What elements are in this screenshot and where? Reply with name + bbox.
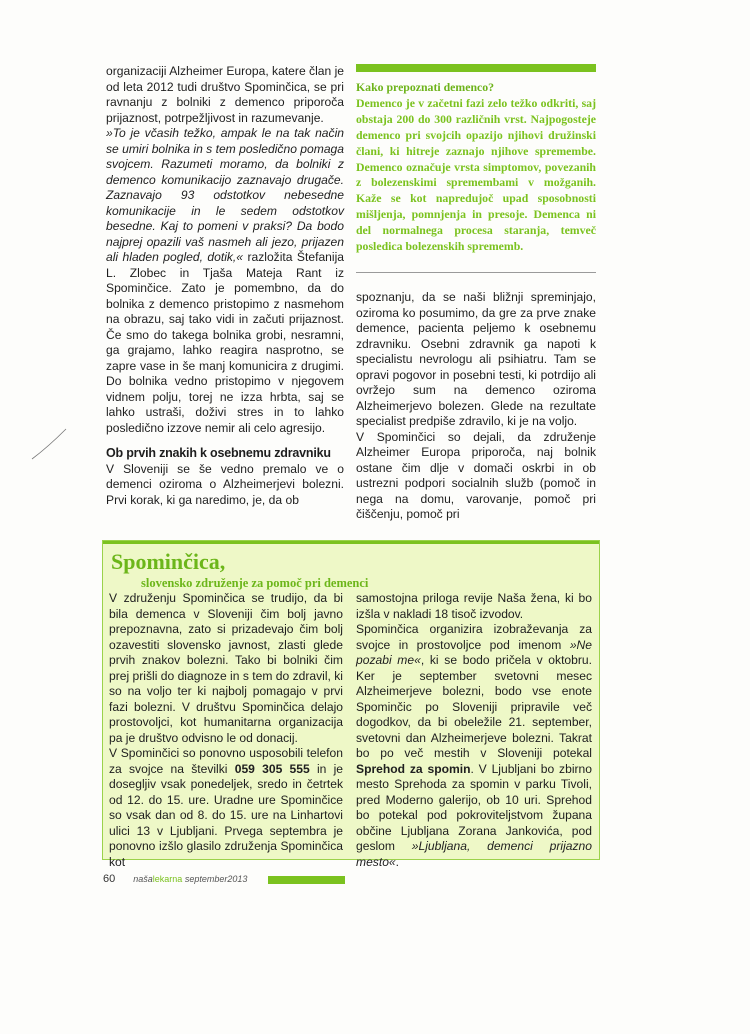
paragraph: organizaciji Alzheimer Europa, katere član je od leta 2012 tudi društvo Spominčica, se pri ravnanju z bolniki z demenco priporoča prijaznost, potrpežljivost in razumevanje. xyxy=(106,64,344,125)
callout-text: Demenco je v začetni fazi zelo težko odkriti, saj obstaja 200 do 300 različnih vrst. Najpogosteje demenco pri svojcih opazijo njihovi družinski člani, ki hitreje zaznajo njihove spremembe. Demenco označuje vrsta simptomov, povezanih z bolezenskimi spremembami v možganih. Kaže se kot napredujoč upad sposobnosti mišljenja, pomnjenja in presoje. Demenca ni del normalnega procesa staranja, temveč posledica bolezenskih sprememb. xyxy=(356,95,596,254)
info-box-title: Spominčica, xyxy=(111,549,226,574)
info-box-subtitle: slovensko združenje za pomoč pri demenci xyxy=(141,576,369,590)
text-run: . V Ljubljani bo zbirno mesto Sprehoda za spomin v parku Tivoli, pred Moderno galerijo, ob 10 uri. Sprehod bo potekal pod pokroviteljstvom župana občine Ljubljana Zorana Jankovića, pod geslom xyxy=(356,761,592,853)
info-box-column-left xyxy=(109,591,343,870)
paragraph xyxy=(356,622,592,870)
text-run: , ki se bodo pričela v oktobru. Ker je september svetovni mesec Alzheimerjeve bolezni, bodo vse enote Spominčic po Sloveniji pripravile več dogodkov, da bi obeležile 21. september, svetovni dan Alzheimerjeve bolezni. Takrat bo po več mestih v Sloveniji potekal xyxy=(356,653,592,760)
footer-accent-bar xyxy=(268,876,345,884)
issue-date: september2013 xyxy=(182,874,248,884)
magazine-issue xyxy=(133,874,247,884)
callout-accent-bar xyxy=(356,64,596,72)
page-footer xyxy=(103,873,247,885)
page-number: 60 xyxy=(103,873,116,885)
program-name: »Ne pozabi me« xyxy=(356,637,592,667)
info-box-accent-bar xyxy=(103,541,599,544)
quote-attribution: razložita Štefanija L. Zlobec in Tjaša Mateja Rant iz Spominčice. Zato je pomembno, da do bolnika z demenco pristopimo z nasmehom na obrazu, saj tako vidi in začuti prijaznost. Če smo do takega bolnika grobi, nesramni, ga grajamo, lahko reagira nasprotno, se zapre vase in še manj komunicira z drugimi. Do bolnika vedno pristopimo v njegovem vidnem polju, torej ne izza hrbta, saj se lahko ustraši, doživi stres in to lahko posledično izzove nemir ali celo agresijo. xyxy=(106,250,344,435)
pen-mark-decoration xyxy=(30,425,68,463)
callout-title: Kako prepoznati demenco? xyxy=(356,80,495,94)
section-subheading: Ob prvih znakih k osebnemu zdravniku xyxy=(106,446,331,460)
quote-paragraph xyxy=(106,126,344,436)
paragraph: V združenju Spominčica se trudijo, da bi bila demenca v Sloveniji čim bolj javno prepoznavna, zato si prizadevajo čim bolj ozavestiti slovensko javnost, zlasti glede prvih znakov bolezni. Tako bi bolniki čim prej prišli do diagnoze in s tem do zdravil, ki so na voljo ter ki najbolj pomagajo v prvi fazi bolezni. V društvu Spominčica delajo prostovoljci, kot humanitarna organizacija pa je društvo odvisno le od donacij. xyxy=(109,591,343,745)
callout-box xyxy=(356,80,596,255)
paragraph: spoznanju, da se naši bližnji spreminjajo, oziroma ko posumimo, da gre za prve znake demence, pacienta peljemo k osebnemu zdravniku. Osebni zdravnik ga napoti k specialistu nevrologu ali psihiatru. Tam se opravi pogovor in posebni testi, ki potrdijo ali ovržejo sum na demenco oziroma Alzheimerjevo bolezen. Glede na rezultate specialist predpiše zdravilo, ki je na voljo. xyxy=(356,290,596,428)
article-column-right xyxy=(356,290,596,523)
paragraph: samostojna priloga revije Naša žena, ki bo izšla v nakladi 18 tisoč izvodov. xyxy=(356,591,592,621)
magazine-name-accent: lekarna xyxy=(152,874,183,884)
quote-text: »To je včasih težko, ampak le na tak način se umiri bolnika in s tem posledično pomaga svojcem. Razumeti moramo, da bolniki z demenco komunikacijo zaznavajo drugače. Zaznavajo 93 odstotkov nebesedne komunikacije in le sedem odstotkov besedne. Kaj to pomeni v praksi? Da bodo najprej opazili vaš nasmeh ali jezo, prijazen ali hladen pogled, dotik,« xyxy=(106,126,344,264)
phone-number: 059 305 555 xyxy=(234,761,310,776)
paragraph: V Spominčici so dejali, da združenje Alzheimer Europa priporoča, naj bolnik ostane čim dlje v domači oskrbi in ob ustrezni podpori socialnih služb (pomoč in nega na domu, varovanje, pomoč pri čiščenju, pomoč pri xyxy=(356,429,596,521)
magazine-name: naša xyxy=(133,874,153,884)
text-run: in je dosegljiv vsak ponedeljek, sredo in četrtek od 12. do 15. ure. Uradne ure Spominčice so vsak dan od 8. do 15. ure na Linhartovi ulici 13 v Ljubljani. Prvega septembra je ponovno izšlo glasilo združenja Spominčica kot xyxy=(109,761,344,869)
text-run: Spominčica organizira izobraževanja za svojce in prostovoljce pod imenom xyxy=(356,622,592,652)
paragraph xyxy=(109,746,343,870)
info-box-column-right xyxy=(356,591,592,870)
article-column-left xyxy=(106,64,344,508)
info-box xyxy=(102,540,600,869)
event-name: Sprehod za spomin xyxy=(356,761,471,776)
text-run: V Spominčici so ponovno usposobili telefon za svojce na številki xyxy=(109,746,343,776)
paragraph: V Sloveniji se še vedno premalo ve o demenci oziroma o Alzheimerjevi bolezni. Prvi korak, ki ga naredimo, je, da ob xyxy=(106,461,344,507)
slogan: »Ljubljana, demenci prijazno mesto« xyxy=(356,839,592,869)
callout-divider xyxy=(356,272,596,273)
text-run: . xyxy=(395,854,400,869)
